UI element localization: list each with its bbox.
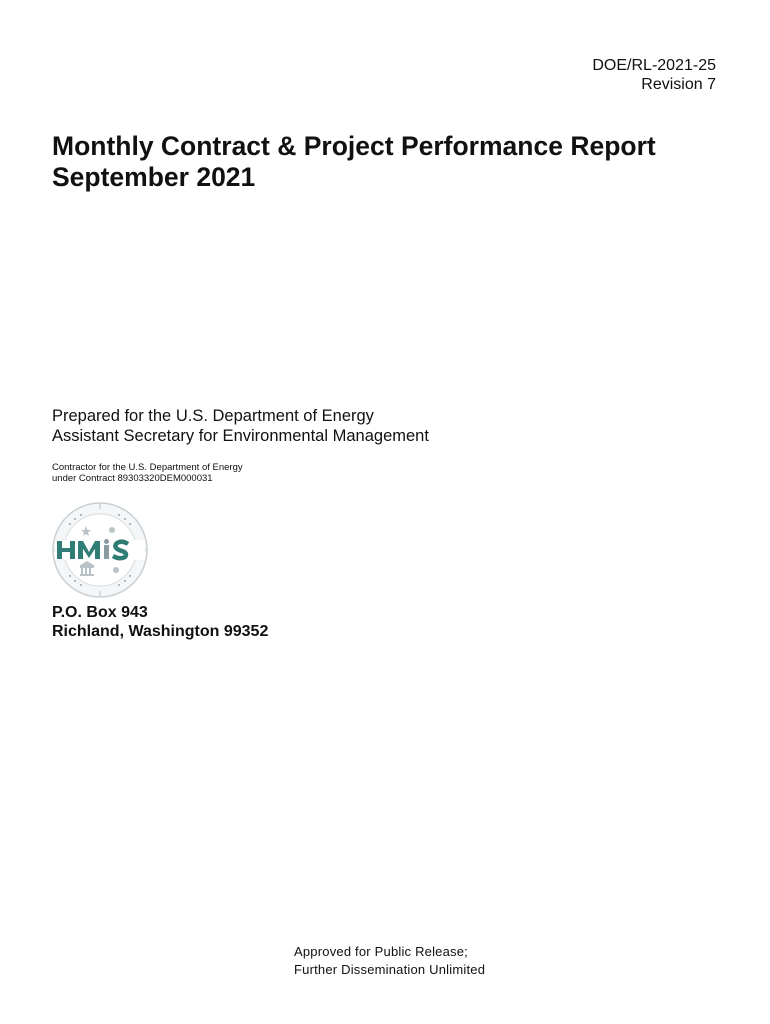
document-number: DOE/RL-2021-25 bbox=[592, 57, 716, 74]
report-title bbox=[52, 131, 732, 193]
po-box-line: P.O. Box 943 bbox=[52, 604, 148, 621]
hmis-logo bbox=[50, 500, 150, 600]
mailing-address bbox=[52, 603, 268, 641]
release-statement bbox=[294, 943, 485, 979]
assistant-secretary-line: Assistant Secretary for Environmental Management bbox=[52, 427, 429, 445]
document-id-block bbox=[592, 56, 716, 94]
contractor-line: Contractor for the U.S. Department of Energy bbox=[52, 462, 243, 473]
contractor-block bbox=[52, 462, 243, 484]
hmis-logo-icon bbox=[50, 500, 150, 600]
contract-number-line: under Contract 89303320DEM000031 bbox=[52, 473, 213, 484]
release-line-2: Further Dissemination Unlimited bbox=[294, 962, 486, 977]
city-state-zip-line: Richland, Washington 99352 bbox=[52, 623, 269, 640]
prepared-for-block bbox=[52, 406, 429, 446]
report-title-line-1: Monthly Contract & Project Performance Report bbox=[52, 131, 656, 161]
report-title-line-2: September 2021 bbox=[52, 162, 256, 192]
release-line-1: Approved for Public Release; bbox=[294, 944, 468, 959]
prepared-for-line: Prepared for the U.S. Department of Energy bbox=[52, 407, 374, 425]
revision-label: Revision 7 bbox=[641, 76, 716, 93]
